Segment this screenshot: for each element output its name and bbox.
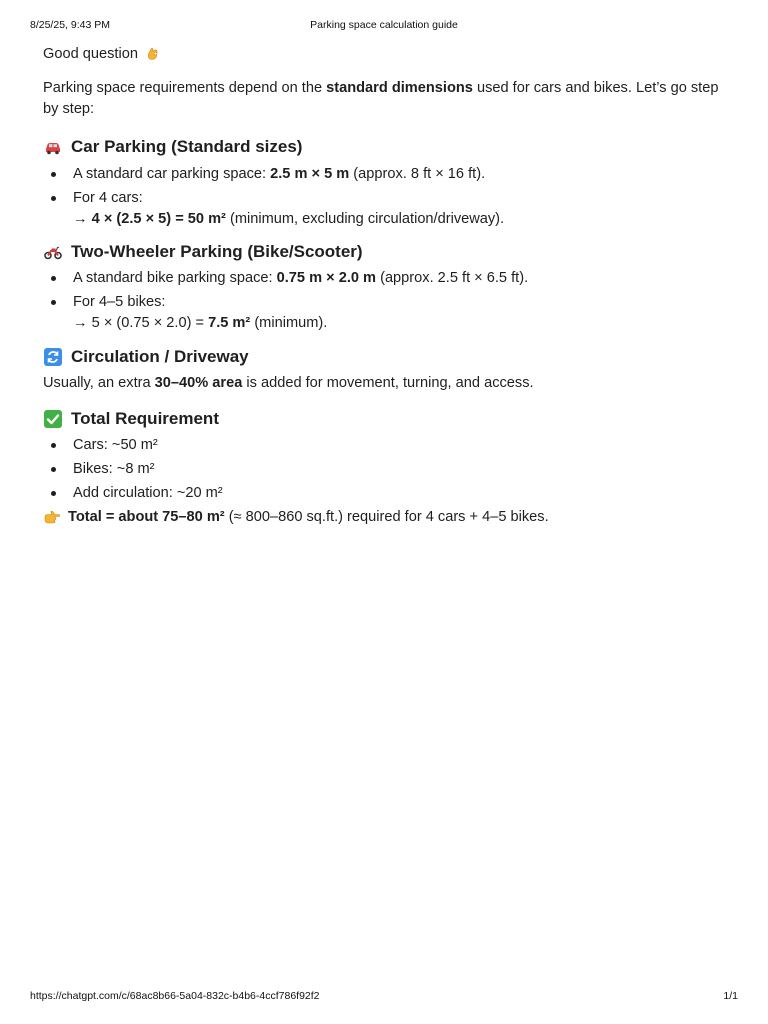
intro-paragraph xyxy=(43,78,733,120)
car-item1-text-end: (approx. 8 ft × 16 ft). xyxy=(349,166,486,182)
circulation-heading xyxy=(43,345,733,369)
pointing-right-icon xyxy=(43,509,61,527)
circulation-text-end: is added for movement, turning, and access. xyxy=(242,375,534,391)
message-content xyxy=(43,44,733,528)
circulation-bold: 30–40% area xyxy=(154,375,243,391)
greeting xyxy=(43,44,733,65)
car-item1-bold: 2.5 m × 5 m xyxy=(270,166,350,182)
total-summary-bold: Total = about 75–80 m² xyxy=(68,509,225,525)
total-list xyxy=(43,435,733,504)
list-item: Add circulation: ~20 m² xyxy=(43,483,733,504)
circulation-text: Usually, an extra xyxy=(43,375,155,391)
greeting-text: Good question xyxy=(43,46,138,62)
car-item2-text-end: (minimum, excluding circulation/driveway). xyxy=(225,211,505,227)
bike-item1-bold: 0.75 m × 2.0 m xyxy=(276,270,377,286)
two-wheeler-list xyxy=(43,268,733,334)
check-mark-icon xyxy=(43,409,63,429)
total-heading-text: Total Requirement xyxy=(71,409,219,428)
car-parking-list xyxy=(43,164,733,230)
car-parking-heading-text: Car Parking (Standard sizes) xyxy=(71,137,303,156)
total-heading xyxy=(43,407,733,431)
intro-text-end: used for cars and bikes. Let’s go step by step: xyxy=(43,80,719,117)
bike-item1-text-end: (approx. 2.5 ft × 6.5 ft). xyxy=(376,270,529,286)
ok-hand-icon xyxy=(145,45,161,61)
list-item: Bikes: ~8 m² xyxy=(43,459,733,480)
circulation-heading-text: Circulation / Driveway xyxy=(71,347,249,366)
print-title: Parking space calculation guide xyxy=(310,19,458,31)
list-item xyxy=(43,164,733,185)
page-number: 1/1 xyxy=(723,990,738,1002)
bike-item2-bold: 7.5 m² xyxy=(208,315,251,331)
circulation-paragraph xyxy=(43,373,733,394)
print-header xyxy=(30,19,738,33)
page-url: https://chatgpt.com/c/68ac8b66-5a04-832c-b4b6-4ccf786f92f2 xyxy=(30,990,320,1002)
car-item2-bold: → 4 × (2.5 × 5) = 50 m² xyxy=(73,211,226,227)
bike-item1-text: A standard bike parking space: xyxy=(73,270,277,286)
print-datetime: 8/25/25, 9:43 PM xyxy=(30,19,110,31)
bike-item2-line1: For 4–5 bikes: xyxy=(73,294,166,310)
total-summary-text: (≈ 800–860 sq.ft.) required for 4 cars + 4–5 bikes. xyxy=(224,509,549,525)
motorcycle-icon xyxy=(43,242,63,262)
intro-bold: standard dimensions xyxy=(326,80,473,96)
car-item2-line1: For 4 cars: xyxy=(73,190,143,206)
car-item1-text: A standard car parking space: xyxy=(73,166,271,182)
bike-item2-text-end: (minimum). xyxy=(250,315,328,331)
two-wheeler-heading-text: Two-Wheeler Parking (Bike/Scooter) xyxy=(71,242,363,261)
two-wheeler-heading xyxy=(43,240,733,264)
car-parking-heading xyxy=(43,135,733,159)
list-item: Cars: ~50 m² xyxy=(43,435,733,456)
print-footer xyxy=(30,990,738,1004)
list-item xyxy=(43,268,733,289)
total-summary xyxy=(43,507,733,528)
arrows-cycle-icon xyxy=(43,347,63,367)
intro-text: Parking space requirements depend on the xyxy=(43,80,327,96)
list-item xyxy=(43,188,733,230)
bike-item2-text: → 5 × (0.75 × 2.0) = xyxy=(73,315,209,331)
list-item xyxy=(43,292,733,334)
car-icon xyxy=(43,137,63,157)
